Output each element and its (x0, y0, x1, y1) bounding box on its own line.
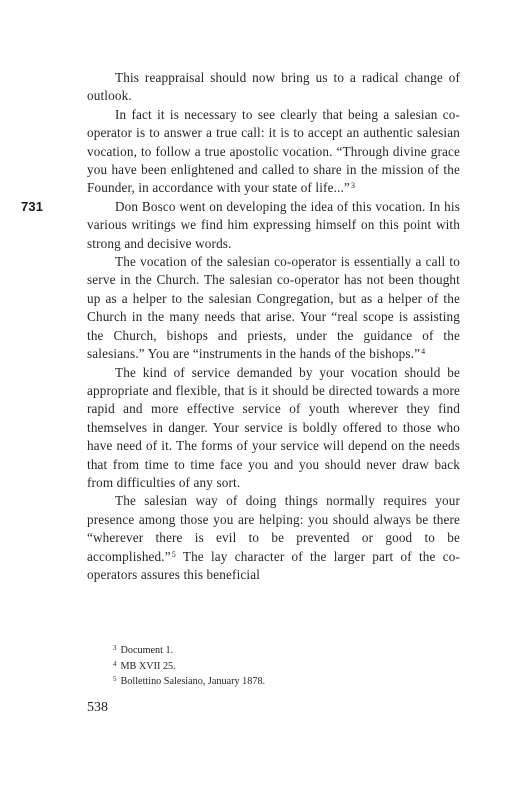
margin-section-number: 731 (21, 198, 44, 214)
footnote-text: Bollettino Salesiano, January 1878. (120, 676, 266, 687)
page-number: 538 (87, 700, 108, 715)
paragraph-5-text: The kind of service demanded by your vocation should be appropriate and flexible, that is it should be directed towards a more rapid and more effective service of youth wherever they find themselves in danger. Your service is boldly offered to those who have need of it. The forms of your service will depend on the needs that from time to time face you and you should never draw back from difficulties of any sort. (87, 364, 460, 490)
footnote-5 (113, 674, 453, 690)
footnote-text: Document 1. (120, 645, 174, 656)
footnote-mark: 3 (113, 644, 117, 652)
paragraph-1-text: This reappraisal should now bring us to a radical change of outlook. (87, 70, 460, 104)
footnote-text: MB XVII 25. (120, 660, 176, 672)
footnote-ref-4[interactable]: 4 (421, 347, 426, 357)
footnote-ref-3[interactable]: 3 (350, 181, 356, 191)
body-text (21, 69, 460, 584)
paragraph-6-continuation: The lay character of the larger part of the co-operators assures this beneficial (87, 548, 460, 582)
paragraph-4-text: The vocation of the salesian co-operator is essentially a call to serve in the Church. The salesian co-operator has not been thought up as a helper to the salesian Congregation, but as a helper of the Church in the many needs that arise. Your “real scope is assisting the Church, bishops and priests, under the guidance of the salesians.” You are “instruments in the hands of the bishops.” (87, 254, 460, 362)
footnotes (113, 643, 453, 690)
paragraph-3 (21, 198, 460, 253)
paragraph-1 (87, 69, 460, 106)
paragraph-5 (87, 364, 460, 493)
footnote-mark: 5 (113, 675, 117, 683)
paragraph-6-text: The salesian way of doing things normally requires your presence among those you are helping: you should always be there “wherever there is evil to be prevented or good to be accomplished.” (87, 493, 460, 564)
paragraph-3-text: Don Bosco went on developing the idea of this vocation. In his various writings we find him expressing himself on this point with strong and decisive words. (87, 198, 460, 251)
paragraph-2-text: In fact it is necessary to see clearly that being a salesian co-operator is to answer a true call: it is to accept an authentic salesian vocation, to follow a true apostolic vocation. “Through divine grace you have been enlightened and called to share in the mission of the Founder, in accordance with your state of life...” (87, 106, 460, 196)
footnote-4 (113, 659, 453, 675)
paragraph-2 (87, 106, 460, 198)
footnote-ref-5[interactable]: 5 (171, 549, 176, 559)
footnote-mark: 4 (113, 659, 117, 668)
footnote-3 (113, 643, 453, 659)
paragraph-6 (87, 492, 460, 584)
paragraph-4 (87, 253, 460, 363)
